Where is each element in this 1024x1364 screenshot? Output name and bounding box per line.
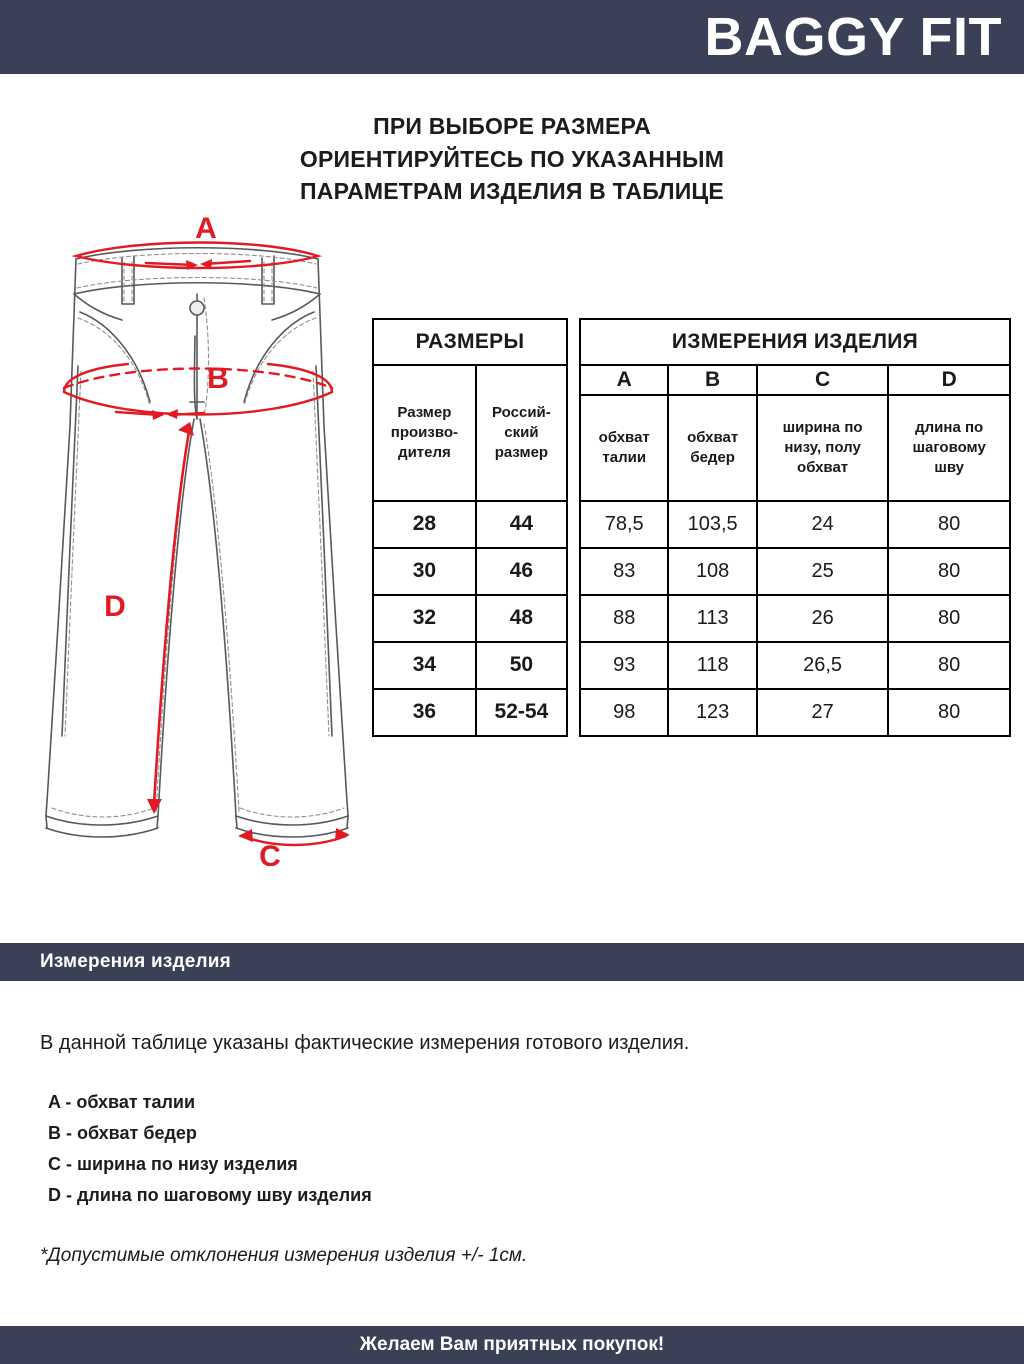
- page-title: BAGGY FIT: [704, 7, 1002, 67]
- instruction-line-3: ПАРАМЕТРАМ ИЗДЕЛИЯ В ТАБЛИЦЕ: [300, 178, 724, 205]
- legend-item-c: C - ширина по низу изделия: [48, 1153, 298, 1174]
- cell-manufacturer: 32: [373, 595, 476, 642]
- cell-d: 80: [888, 501, 1010, 548]
- cell-manufacturer: 30: [373, 548, 476, 595]
- chart-area: [0, 216, 1024, 876]
- cell-c: 26: [757, 595, 889, 642]
- cell-d: 80: [888, 642, 1010, 689]
- arrow-b-left: [152, 410, 164, 420]
- cell-b: 118: [668, 642, 756, 689]
- trousers-technical-drawing: [18, 216, 378, 866]
- instruction-text: [0, 110, 1024, 208]
- cell-russian: 52-54: [476, 689, 567, 736]
- diagram-label-b: B: [207, 361, 229, 395]
- col-waist-girth: [580, 395, 668, 501]
- size-chart-tables: [372, 318, 1011, 737]
- tolerance-disclaimer: *Допустимые отклонения измерения изделия +/- 1см.: [40, 1244, 528, 1266]
- cell-manufacturer: 28: [373, 501, 476, 548]
- measures-letter-row: [580, 365, 1010, 395]
- cell-c: 26,5: [757, 642, 889, 689]
- col-inseam-line-3: шву: [934, 458, 965, 476]
- cell-b: 123: [668, 689, 756, 736]
- cell-d: 80: [888, 595, 1010, 642]
- cell-b: 113: [668, 595, 756, 642]
- cell-c: 24: [757, 501, 889, 548]
- col-inseam-length: [888, 395, 1010, 501]
- col-inseam-line-1: длина по: [915, 419, 984, 437]
- col-waist-line-1: обхват: [598, 429, 650, 447]
- col-russian-size: [476, 365, 567, 501]
- button-detail: [190, 301, 204, 315]
- table-row: [580, 501, 1010, 548]
- arrow-d-bottom: [147, 799, 162, 814]
- cell-russian: 44: [476, 501, 567, 548]
- cell-manufacturer: 34: [373, 642, 476, 689]
- col-hip-line-2: бедер: [690, 448, 735, 466]
- col-hip-girth: [668, 395, 756, 501]
- col-hem-line-2: низу, полу: [784, 439, 861, 457]
- footer-bar: [0, 1326, 1024, 1364]
- measures-subhead-row: [580, 395, 1010, 501]
- col-letter-b: B: [668, 365, 756, 395]
- cell-a: 93: [580, 642, 668, 689]
- instruction-line-2: ОРИЕНТИРУЙТЕСЬ ПО УКАЗАННЫМ: [299, 145, 725, 172]
- table-row: [373, 689, 567, 736]
- header-bar: [0, 0, 1024, 74]
- legend-item-d: D - длина по шаговому шву изделия: [48, 1184, 372, 1205]
- table-row: [580, 689, 1010, 736]
- arrow-d-top: [178, 422, 194, 436]
- cell-b: 108: [668, 548, 756, 595]
- cell-manufacturer: 36: [373, 689, 476, 736]
- notes-block: [40, 1032, 940, 1267]
- notes-lead: В данной таблице указаны фактические измерения готового изделия.: [40, 1032, 690, 1054]
- measures-group-title: ИЗМЕРЕНИЯ ИЗДЕЛИЯ: [580, 319, 1010, 365]
- sizes-group-title: РАЗМЕРЫ: [373, 319, 567, 365]
- diagram-label-d: D: [104, 589, 126, 623]
- table-row: [373, 501, 567, 548]
- cell-russian: 46: [476, 548, 567, 595]
- sizes-subhead-row: [373, 365, 567, 501]
- col-letter-d: D: [888, 365, 1010, 395]
- cell-a: 78,5: [580, 501, 668, 548]
- cell-russian: 50: [476, 642, 567, 689]
- col-russian-line-3: размер: [494, 443, 549, 461]
- diagram-label-c: C: [259, 839, 281, 866]
- table-row: [580, 548, 1010, 595]
- trousers-svg: [18, 216, 378, 866]
- cell-d: 80: [888, 689, 1010, 736]
- cell-b: 103,5: [668, 501, 756, 548]
- col-hem-line-1: ширина по: [782, 419, 863, 437]
- cell-a: 88: [580, 595, 668, 642]
- cell-a: 98: [580, 689, 668, 736]
- table-row: [373, 548, 567, 595]
- table-row: [373, 642, 567, 689]
- instruction-line-1: ПРИ ВЫБОРЕ РАЗМЕРА: [373, 113, 651, 139]
- measures-group-row: [580, 319, 1010, 365]
- cell-c: 27: [757, 689, 889, 736]
- col-manufacturer-line-1: Размер: [397, 404, 452, 422]
- col-russian-line-1: Россий-: [492, 404, 551, 422]
- sizes-table: [372, 318, 568, 737]
- col-manufacturer-size: [373, 365, 476, 501]
- diagram-label-a: A: [195, 215, 217, 245]
- table-row: [580, 642, 1010, 689]
- cell-a: 83: [580, 548, 668, 595]
- col-hem-line-3: обхват: [797, 458, 849, 476]
- table-row: [373, 595, 567, 642]
- col-inseam-line-2: шаговому: [912, 439, 986, 457]
- cell-c: 25: [757, 548, 889, 595]
- col-hip-line-1: обхват: [687, 429, 739, 447]
- sizes-group-row: [373, 319, 567, 365]
- legend-item-a: A - обхват талии: [48, 1092, 196, 1112]
- col-manufacturer-line-3: дителя: [398, 443, 451, 461]
- col-manufacturer-line-2: произво-: [390, 424, 459, 442]
- col-waist-line-2: талии: [602, 448, 647, 466]
- footer-message: Желаем Вам приятных покупок!: [359, 1334, 665, 1355]
- col-hem-width: [757, 395, 889, 501]
- measurements-table: [579, 318, 1011, 737]
- col-russian-line-2: ский: [504, 424, 539, 442]
- cell-russian: 48: [476, 595, 567, 642]
- col-letter-a: A: [580, 365, 668, 395]
- section-band-label: Измерения изделия: [40, 951, 231, 972]
- table-row: [580, 595, 1010, 642]
- section-band: [0, 943, 1024, 981]
- arrow-b-right: [166, 409, 178, 419]
- legend-item-b: B - обхват бедер: [48, 1122, 197, 1143]
- col-letter-c: C: [757, 365, 889, 395]
- cell-d: 80: [888, 548, 1010, 595]
